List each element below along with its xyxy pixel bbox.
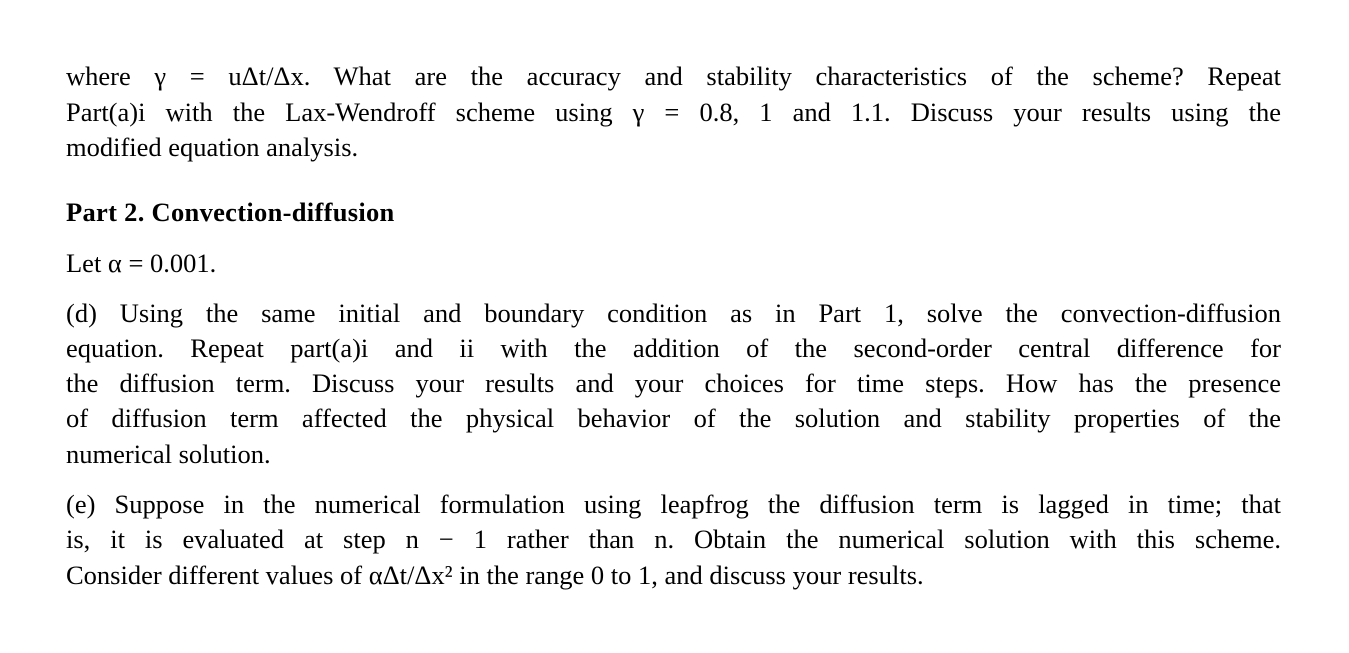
section-heading: Part 2. Convection-diffusion (66, 197, 395, 227)
text-line: the diffusion term. Discuss your results and your choices for time steps. How has the presence (66, 368, 1281, 398)
text-line: of diffusion term affected the physical behavior of the solution and stability properties of the (66, 403, 1281, 433)
text-line: where γ = uΔt/Δx. What are the accuracy and stability characteristics of the scheme? Repeat (66, 61, 1281, 91)
text-line: (d) Using the same initial and boundary condition as in Part 1, solve the convection-diffusion (66, 298, 1281, 328)
text-line: numerical solution. (66, 439, 271, 469)
text-line: modified equation analysis. (66, 132, 359, 162)
text-line: is, it is evaluated at step n − 1 rather than n. Obtain the numerical solution with this scheme. (66, 524, 1281, 554)
text-line: (e) Suppose in the numerical formulation using leapfrog the diffusion term is lagged in time; that (66, 489, 1281, 519)
section-intro: Let α = 0.001. (66, 248, 217, 278)
text-line: Consider different values of αΔt/Δx² in the range 0 to 1, and discuss your results. (66, 560, 924, 590)
text-line: equation. Repeat part(a)i and ii with the addition of the second-order central difference for (66, 333, 1281, 363)
text-line: Part(a)i with the Lax-Wendroff scheme using γ = 0.8, 1 and 1.1. Discuss your results using the (66, 97, 1281, 127)
